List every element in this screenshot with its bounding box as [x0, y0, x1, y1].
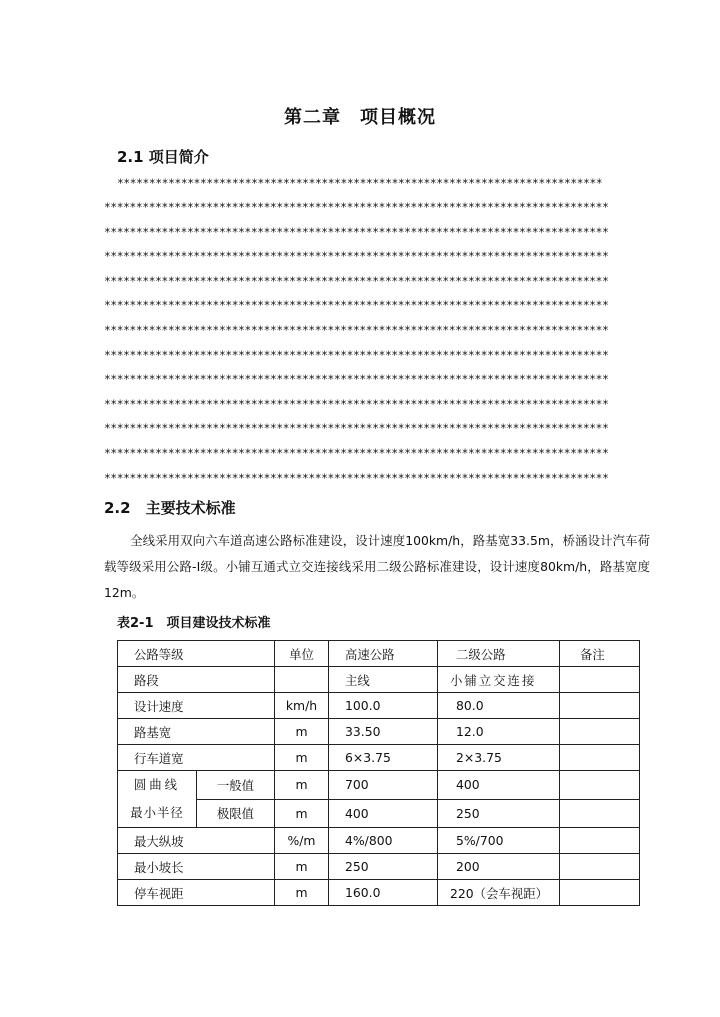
cell-item: 行车道宽 [118, 745, 275, 771]
cell-unit: m [275, 854, 329, 880]
chapter-title: 第二章 项目概况 [284, 107, 436, 128]
cell-note [560, 799, 640, 828]
cell-unit: m [275, 771, 329, 800]
cell-highway: 33.50 [329, 719, 438, 745]
masked-text-line: ******************************************************************************* [104, 225, 609, 239]
cell-unit [275, 667, 329, 693]
cell-secondary: 220（会车视距） [438, 880, 560, 906]
cell-highway: 400 [329, 799, 438, 828]
masked-text-line: ******************************************************************************* [104, 471, 609, 485]
cell-highway: 700 [329, 771, 438, 800]
masked-text-block [104, 196, 650, 491]
table-row [118, 854, 640, 880]
cell-note [560, 693, 640, 719]
header-highway: 高速公路 [329, 641, 438, 667]
cell-highway: 4%/800 [329, 828, 438, 854]
cell-note [560, 771, 640, 800]
table-row [118, 828, 640, 854]
cell-secondary: 80.0 [438, 693, 560, 719]
cell-note [560, 880, 640, 906]
cell-item: 最大纵坡 [118, 828, 275, 854]
cell-secondary: 200 [438, 854, 560, 880]
masked-text-line: ******************************************************************************* [104, 323, 609, 337]
cell-sub-item: 极限值 [197, 799, 275, 828]
cell-secondary: 5%/700 [438, 828, 560, 854]
cell-radius-group [118, 771, 197, 828]
masked-text-line: ******************************************************************************* [104, 201, 609, 214]
cell-highway: 100.0 [329, 693, 438, 719]
cell-item: 停车视距 [118, 880, 275, 906]
header-item: 公路等级 [118, 641, 275, 667]
masked-text-line: ******************************************************************************* [104, 373, 609, 387]
radius-group-line2: 最小半径 [130, 805, 184, 820]
table-row [118, 880, 640, 906]
masked-text-line: ******************************************************************************* [104, 422, 609, 436]
cell-highway: 6×3.75 [329, 745, 438, 771]
masked-text-line: ******************************************************************************* [104, 299, 609, 313]
cell-note [560, 745, 640, 771]
cell-note [560, 854, 640, 880]
masked-text-line: **************************************************************************** [117, 177, 603, 190]
standards-paragraph [104, 528, 650, 606]
cell-unit: m [275, 799, 329, 828]
section-heading-standards: 2.2 主要技术标准 [104, 499, 236, 517]
cell-note [560, 828, 640, 854]
cell-secondary: 400 [438, 771, 560, 800]
cell-item: 路段 [118, 667, 275, 693]
header-secondary: 二级公路 [438, 641, 560, 667]
table-row [118, 799, 640, 828]
masked-text-line: ******************************************************************************* [104, 274, 609, 288]
table-row [118, 693, 640, 719]
cell-unit: m [275, 880, 329, 906]
masked-text-line: ******************************************************************************* [104, 348, 609, 362]
section-heading-overview: 2.1 项目简介 [117, 148, 209, 166]
cell-secondary: 12.0 [438, 719, 560, 745]
cell-highway: 250 [329, 854, 438, 880]
masked-text-line: ******************************************************************************* [104, 250, 609, 264]
table-caption: 表2-1 项目建设技术标准 [117, 616, 271, 631]
masked-text-line: ******************************************************************************* [104, 446, 609, 460]
cell-unit: m [275, 719, 329, 745]
cell-item: 设计速度 [118, 693, 275, 719]
table-row [118, 771, 640, 800]
cell-highway: 主线 [329, 667, 438, 693]
header-note: 备注 [560, 641, 640, 667]
cell-note [560, 719, 640, 745]
header-unit: 单位 [275, 641, 329, 667]
cell-secondary: 小铺立交连接 [438, 667, 560, 693]
cell-unit: km/h [275, 693, 329, 719]
cell-sub-item: 一般值 [197, 771, 275, 800]
cell-unit: %/m [275, 828, 329, 854]
cell-unit: m [275, 745, 329, 771]
table-row [118, 667, 640, 693]
table-row [118, 719, 640, 745]
masked-text-line: ******************************************************************************* [104, 397, 609, 411]
cell-secondary: 250 [438, 799, 560, 828]
cell-item: 最小坡长 [118, 854, 275, 880]
radius-group-line1: 圆曲线 [133, 777, 181, 792]
cell-note [560, 667, 640, 693]
cell-secondary: 2×3.75 [438, 745, 560, 771]
cell-item: 路基宽 [118, 719, 275, 745]
cell-highway: 160.0 [329, 880, 438, 906]
standards-paragraph-text: 全线采用双向六车道高速公路标准建设，设计速度100km/h，路基宽33.5m，桥涵设计汽车荷载等级采用公路-Ⅰ级。小铺互通式立交连接线采用二级公路标准建设，设计速度80km/h，路基宽度12m。 [104, 533, 650, 600]
technical-standards-table [117, 640, 640, 906]
table-header-row [118, 641, 640, 667]
table-row [118, 745, 640, 771]
